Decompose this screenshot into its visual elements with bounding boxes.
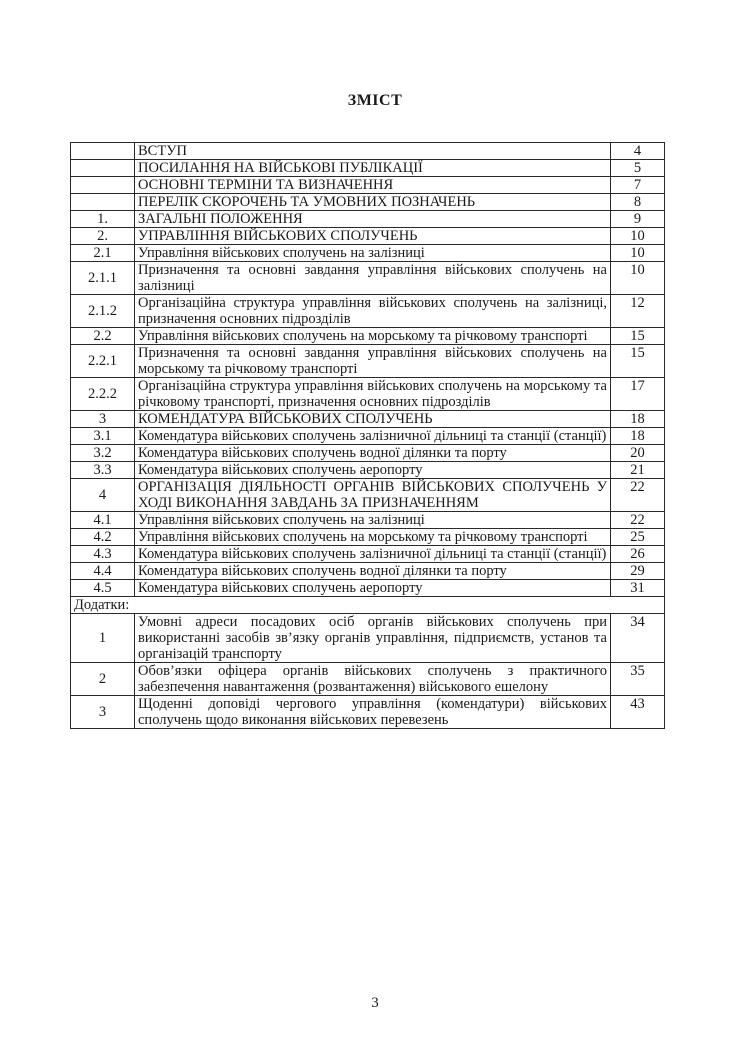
appendix-title: Щоденні доповіді чергового управління (комендатури) військових сполучень щодо виконання військових перевезень bbox=[135, 696, 611, 729]
section-page: 29 bbox=[611, 563, 665, 580]
section-page: 20 bbox=[611, 445, 665, 462]
section-number: 2.2.2 bbox=[71, 378, 135, 411]
section-number: 3.3 bbox=[71, 462, 135, 479]
section-number: 3.2 bbox=[71, 445, 135, 462]
section-page: 9 bbox=[611, 211, 665, 228]
section-number: 4.3 bbox=[71, 546, 135, 563]
toc-row bbox=[71, 160, 665, 177]
toc-row bbox=[71, 411, 665, 428]
appendix-page: 34 bbox=[611, 614, 665, 663]
toc-row bbox=[71, 580, 665, 597]
appendix-row bbox=[71, 663, 665, 696]
section-number bbox=[71, 177, 135, 194]
toc-row bbox=[71, 295, 665, 328]
toc-row bbox=[71, 262, 665, 295]
section-title: Управління військових сполучень на залізниці bbox=[135, 512, 611, 529]
section-page: 7 bbox=[611, 177, 665, 194]
page-title: ЗМІСТ bbox=[347, 92, 403, 109]
toc-row bbox=[71, 211, 665, 228]
section-page: 25 bbox=[611, 529, 665, 546]
section-page: 10 bbox=[611, 245, 665, 262]
section-page: 22 bbox=[611, 512, 665, 529]
page-number: 3 bbox=[371, 995, 379, 1011]
section-number bbox=[71, 160, 135, 177]
section-number: 2. bbox=[71, 228, 135, 245]
appendix-title: Обов’язки офіцера органів військових сполучень з практичного забезпечення навантаження (розвантаження) військового ешелону bbox=[135, 663, 611, 696]
appendix-page: 35 bbox=[611, 663, 665, 696]
appendix-label: Додатки: bbox=[71, 597, 665, 614]
section-title: Управління військових сполучень на морському та річковому транспорті bbox=[135, 529, 611, 546]
table-of-contents bbox=[70, 142, 665, 729]
toc-row bbox=[71, 462, 665, 479]
section-title: Організаційна структура управління військових сполучень на морському та річковому транспорті, призначення основних підрозділів bbox=[135, 378, 611, 411]
section-title: ЗАГАЛЬНІ ПОЛОЖЕННЯ bbox=[135, 211, 611, 228]
appendix-row bbox=[71, 614, 665, 663]
toc-row bbox=[71, 378, 665, 411]
section-title: Комендатура військових сполучень залізничної дільниці та станції (станції) bbox=[135, 428, 611, 445]
section-page: 17 bbox=[611, 378, 665, 411]
section-page: 5 bbox=[611, 160, 665, 177]
toc-row bbox=[71, 345, 665, 378]
toc-row bbox=[71, 328, 665, 345]
section-number bbox=[71, 143, 135, 160]
section-number: 3 bbox=[71, 411, 135, 428]
section-number: 4.2 bbox=[71, 529, 135, 546]
section-page: 4 bbox=[611, 143, 665, 160]
section-page: 22 bbox=[611, 479, 665, 512]
toc-row bbox=[71, 245, 665, 262]
section-title: Управління військових сполучень на морському та річковому транспорті bbox=[135, 328, 611, 345]
section-title: Комендатура військових сполучень водної ділянки та порту bbox=[135, 563, 611, 580]
section-title: Призначення та основні завдання управління військових сполучень на залізниці bbox=[135, 262, 611, 295]
toc-row bbox=[71, 194, 665, 211]
toc-row bbox=[71, 479, 665, 512]
section-title: ОРГАНІЗАЦІЯ ДІЯЛЬНОСТІ ОРГАНІВ ВІЙСЬКОВИХ СПОЛУЧЕНЬ У ХОДІ ВИКОНАННЯ ЗАВДАНЬ ЗА ПРИЗНАЧЕННЯМ bbox=[135, 479, 611, 512]
section-title: УПРАВЛІННЯ ВІЙСЬКОВИХ СПОЛУЧЕНЬ bbox=[135, 228, 611, 245]
appendix-page: 43 bbox=[611, 696, 665, 729]
section-page: 18 bbox=[611, 411, 665, 428]
section-page: 12 bbox=[611, 295, 665, 328]
section-number: 4 bbox=[71, 479, 135, 512]
toc-row bbox=[71, 512, 665, 529]
section-number: 2.1 bbox=[71, 245, 135, 262]
section-number: 3.1 bbox=[71, 428, 135, 445]
section-page: 15 bbox=[611, 328, 665, 345]
toc-row bbox=[71, 563, 665, 580]
appendix-number: 2 bbox=[71, 663, 135, 696]
section-title: ОСНОВНІ ТЕРМІНИ ТА ВИЗНАЧЕННЯ bbox=[135, 177, 611, 194]
section-title: Організаційна структура управління військових сполучень на залізниці, призначення основних підрозділів bbox=[135, 295, 611, 328]
section-number: 2.2.1 bbox=[71, 345, 135, 378]
toc-row bbox=[71, 546, 665, 563]
section-page: 26 bbox=[611, 546, 665, 563]
toc-row bbox=[71, 177, 665, 194]
section-title: Комендатура військових сполучень аеропорту bbox=[135, 580, 611, 597]
section-number: 2.2 bbox=[71, 328, 135, 345]
section-title: Призначення та основні завдання управління військових сполучень на морському та річковому транспорті bbox=[135, 345, 611, 378]
section-number: 2.1.1 bbox=[71, 262, 135, 295]
section-number: 1. bbox=[71, 211, 135, 228]
appendix-title: Умовні адреси посадових осіб органів військових сполучень при використанні засобів зв’язку органів управління, підприємств, установ та організацій транспорту bbox=[135, 614, 611, 663]
section-title: Комендатура військових сполучень аеропорту bbox=[135, 462, 611, 479]
section-page: 15 bbox=[611, 345, 665, 378]
section-number: 4.5 bbox=[71, 580, 135, 597]
section-number: 2.1.2 bbox=[71, 295, 135, 328]
section-number bbox=[71, 194, 135, 211]
toc-row bbox=[71, 228, 665, 245]
section-page: 10 bbox=[611, 228, 665, 245]
section-title: ПЕРЕЛІК СКОРОЧЕНЬ ТА УМОВНИХ ПОЗНАЧЕНЬ bbox=[135, 194, 611, 211]
section-number: 4.1 bbox=[71, 512, 135, 529]
section-number: 4.4 bbox=[71, 563, 135, 580]
section-page: 21 bbox=[611, 462, 665, 479]
toc-row bbox=[71, 428, 665, 445]
appendix-header-row bbox=[71, 597, 665, 614]
section-page: 31 bbox=[611, 580, 665, 597]
appendix-number: 1 bbox=[71, 614, 135, 663]
section-title: КОМЕНДАТУРА ВІЙСЬКОВИХ СПОЛУЧЕНЬ bbox=[135, 411, 611, 428]
section-title: Комендатура військових сполучень водної ділянки та порту bbox=[135, 445, 611, 462]
toc-row bbox=[71, 445, 665, 462]
section-title: Управління військових сполучень на залізниці bbox=[135, 245, 611, 262]
section-page: 18 bbox=[611, 428, 665, 445]
toc-row bbox=[71, 143, 665, 160]
section-title: Комендатура військових сполучень залізничної дільниці та станції (станції) bbox=[135, 546, 611, 563]
toc-row bbox=[71, 529, 665, 546]
section-page: 8 bbox=[611, 194, 665, 211]
section-title: ВСТУП bbox=[135, 143, 611, 160]
appendix-number: 3 bbox=[71, 696, 135, 729]
section-page: 10 bbox=[611, 262, 665, 295]
appendix-row bbox=[71, 696, 665, 729]
toc-body bbox=[71, 143, 665, 729]
section-title: ПОСИЛАННЯ НА ВІЙСЬКОВІ ПУБЛІКАЦІЇ bbox=[135, 160, 611, 177]
